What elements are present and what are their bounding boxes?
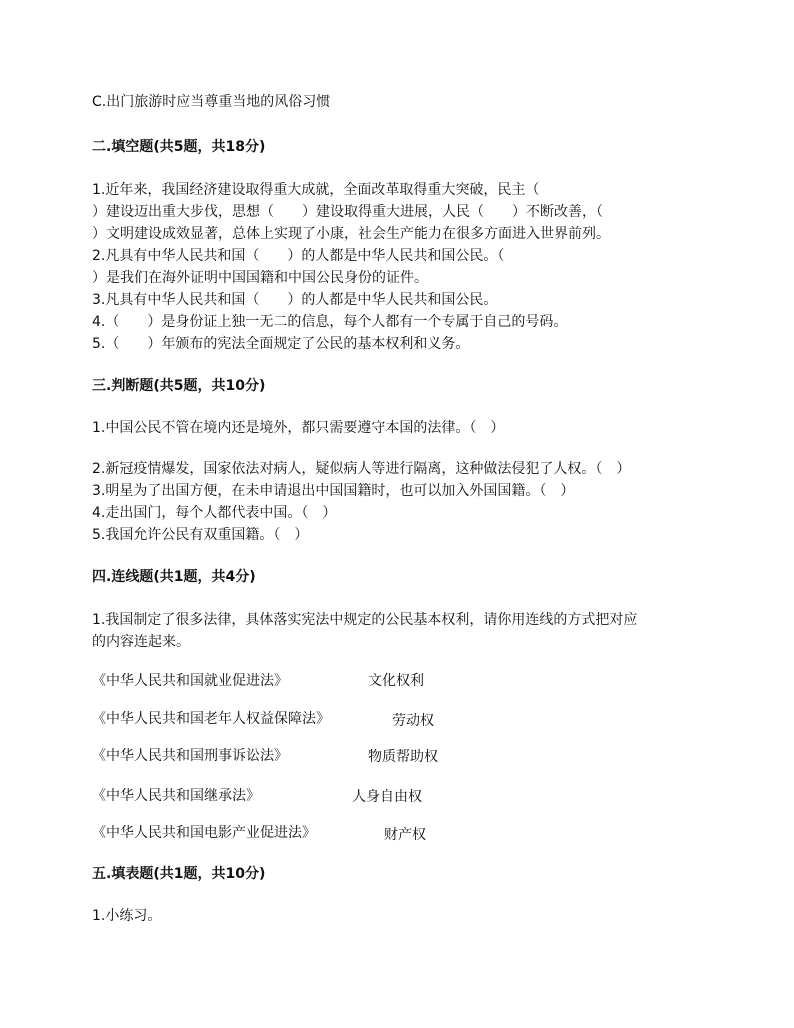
fill-blank-line: 3.凡具有中华人民共和国（ ）的人都是中华人民共和国公民。 bbox=[92, 292, 498, 308]
matching-left-item: 《中华人民共和国继承法》 bbox=[92, 788, 260, 804]
true-false-line: 1.中国公民不管在境内还是境外，都只需要遵守本国的法律。（ ） bbox=[92, 420, 505, 436]
matching-question-line: 的内容连起来。 bbox=[92, 634, 190, 650]
fill-blank-line: 5.（ ）年颁布的宪法全面规定了公民的基本权利和义务。 bbox=[92, 336, 470, 352]
fill-blank-line: 2.凡具有中华人民共和国（ ）的人都是中华人民共和国公民。（ bbox=[92, 248, 505, 264]
fill-blank-line: 1.近年来，我国经济建设取得重大成就，全面改革取得重大突破，民主（ bbox=[92, 182, 540, 198]
matching-left-item: 《中华人民共和国老年人权益保障法》 bbox=[92, 711, 330, 727]
fill-blank-line: ）建设迈出重大步伐，思想（ ）建设取得重大进展，人民（ ）不断改善，（ bbox=[92, 204, 603, 220]
true-false-line: 5.我国允许公民有双重国籍。（ ） bbox=[92, 527, 309, 543]
fill-blank-line: 4.（ ）是身份证上独一无二的信息，每个人都有一个专属于自己的号码。 bbox=[92, 314, 568, 330]
true-false-line: 2.新冠疫情爆发，国家依法对病人，疑似病人等进行隔离，这种做法侵犯了人权。（ ） bbox=[92, 461, 631, 477]
true-false-line: 3.明星为了出国方便，在未申请退出中国国籍时，也可以加入外国国籍。（ ） bbox=[92, 483, 575, 499]
section-heading-matching: 四.连线题(共1题，共4分) bbox=[92, 569, 256, 585]
matching-right-item: 人身自由权 bbox=[352, 789, 422, 805]
option-c-text: C.出门旅游时应当尊重当地的风俗习惯 bbox=[92, 94, 331, 110]
matching-left-item: 《中华人民共和国刑事诉讼法》 bbox=[92, 748, 288, 764]
matching-right-item: 劳动权 bbox=[392, 713, 434, 729]
matching-right-item: 文化权利 bbox=[368, 673, 424, 689]
fill-blank-line: ）文明建设成效显著，总体上实现了小康，社会生产能力在很多方面进入世界前列。 bbox=[92, 226, 610, 242]
true-false-line: 4.走出国门，每个人都代表中国。（ ） bbox=[92, 505, 337, 521]
matching-right-item: 财产权 bbox=[384, 827, 426, 843]
matching-left-item: 《中华人民共和国就业促进法》 bbox=[92, 673, 288, 689]
section-heading-fill-table: 五.填表题(共1题，共10分) bbox=[92, 866, 266, 882]
matching-right-item: 物质帮助权 bbox=[368, 749, 438, 765]
fill-table-line: 1.小练习。 bbox=[92, 908, 162, 924]
matching-question-line: 1.我国制定了很多法律，具体落实宪法中规定的公民基本权利，请你用连线的方式把对应 bbox=[92, 612, 638, 628]
section-heading-fill-blank: 二.填空题(共5题，共18分) bbox=[92, 139, 266, 155]
fill-blank-line: ）是我们在海外证明中国国籍和中国公民身份的证件。 bbox=[92, 270, 428, 286]
matching-left-item: 《中华人民共和国电影产业促进法》 bbox=[92, 825, 316, 841]
section-heading-true-false: 三.判断题(共5题，共10分) bbox=[92, 378, 266, 394]
